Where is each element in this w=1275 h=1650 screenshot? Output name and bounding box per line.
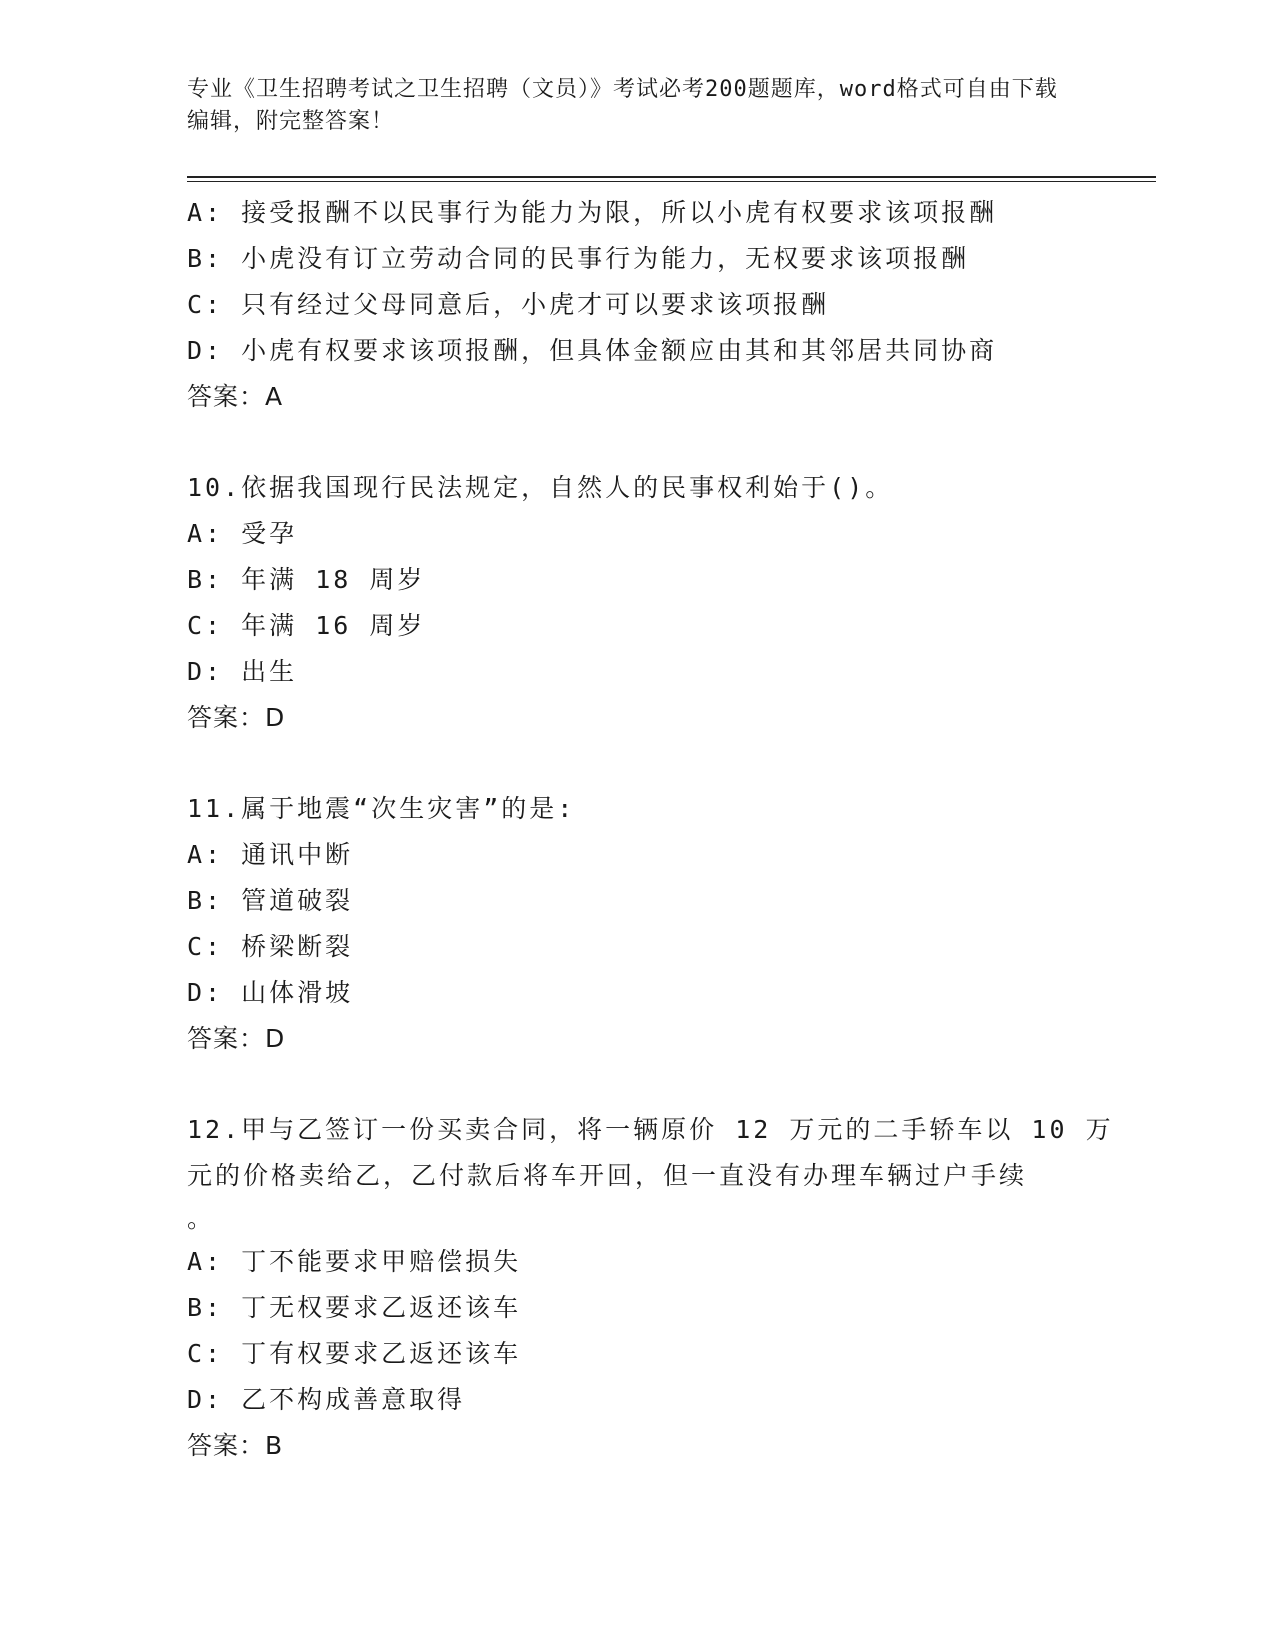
question-11 [187, 786, 1067, 1062]
q12-stem-line-2: 元的价格卖给乙，乙付款后将车开回，但一直没有办理车辆过户手续 [187, 1161, 1028, 1190]
q12-option-d: D: 乙不构成善意取得 [187, 1385, 466, 1414]
header-divider-thick [187, 176, 1156, 178]
q10-option-a: A: 受孕 [187, 519, 298, 548]
q11-stem: 11.属于地震“次生灾害”的是: [187, 794, 576, 823]
q10-answer: 答案：D [187, 703, 286, 732]
q10-stem: 10.依据我国现行民法规定，自然人的民事权利始于()。 [187, 473, 894, 502]
q9-answer: 答案：A [187, 382, 284, 411]
question-10 [187, 465, 1067, 741]
q11-answer: 答案：D [187, 1024, 286, 1053]
spacer [187, 420, 1067, 465]
q10-option-c: C: 年满 16 周岁 [187, 611, 426, 640]
q12-option-b: B: 丁无权要求乙返还该车 [187, 1293, 522, 1322]
q12-answer: 答案：B [187, 1431, 284, 1460]
q11-option-d: D: 山体滑坡 [187, 978, 354, 1007]
q10-option-d: D: 出生 [187, 657, 298, 686]
q9-option-d: D: 小虎有权要求该项报酬，但具体金额应由其和其邻居共同协商 [187, 336, 998, 365]
question-9 [187, 190, 1067, 420]
q12-stem-line-1: 12.甲与乙签订一份买卖合同，将一辆原价 12 万元的二手轿车以 10 万 [187, 1115, 1114, 1144]
q11-option-a: A: 通讯中断 [187, 840, 354, 869]
document-header-title: 专业《卫生招聘考试之卫生招聘（文员）》考试必考200题题库，word格式可自由下载编辑，附完整答案！ [187, 77, 1058, 134]
q12-option-c: C: 丁有权要求乙返还该车 [187, 1339, 522, 1368]
q12-option-a: A: 丁不能要求甲赔偿损失 [187, 1247, 522, 1276]
spacer [187, 741, 1067, 786]
q10-option-b: B: 年满 18 周岁 [187, 565, 426, 594]
header-divider-thin [187, 181, 1156, 182]
question-12 [187, 1107, 1114, 1469]
spacer [187, 1062, 1067, 1107]
question-list [187, 190, 1114, 1469]
q9-option-a: A: 接受报酬不以民事行为能力为限，所以小虎有权要求该项报酬 [187, 198, 998, 227]
q11-option-b: B: 管道破裂 [187, 886, 354, 915]
q11-option-c: C: 桥梁断裂 [187, 932, 354, 961]
q12-stem-line-3: 。 [187, 1204, 213, 1233]
q9-option-c: C: 只有经过父母同意后，小虎才可以要求该项报酬 [187, 290, 830, 319]
q9-option-b: B: 小虎没有订立劳动合同的民事行为能力，无权要求该项报酬 [187, 244, 970, 273]
